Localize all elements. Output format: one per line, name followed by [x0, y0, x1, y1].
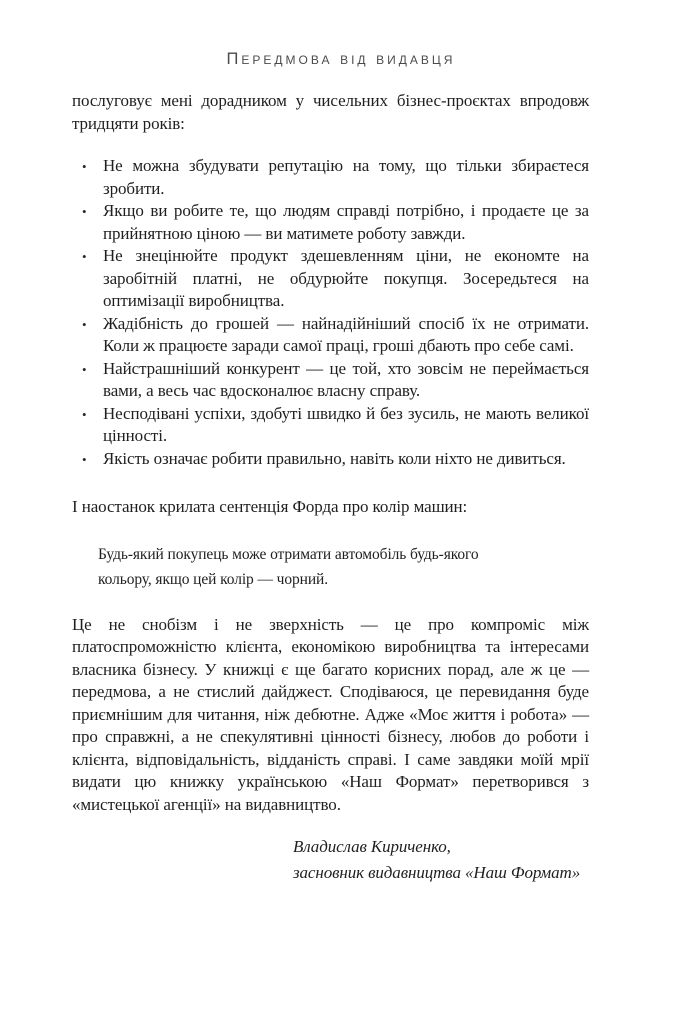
bullet-icon: • — [82, 451, 87, 467]
leadin-paragraph: І наостанок крилата сентенція Форда про колір машин: — [72, 497, 468, 516]
intro-paragraph: послуговує мені дорадником у чисельних бізнес-проєктах впродовж тридцяти років: — [72, 91, 589, 133]
list-item — [72, 245, 589, 313]
principles-list — [72, 155, 589, 470]
signature-role: засновник видавництва «Наш Формат» — [293, 863, 581, 882]
list-item — [72, 200, 589, 245]
bullet-icon: • — [82, 361, 87, 377]
list-item-text: Не знецінюйте продукт здешевленням ціни, не економте на заробітній платні, не обдурюйте покупця. Зосередьтеся на оптимізації виробництва. — [103, 246, 589, 310]
list-item — [72, 448, 589, 471]
bullet-icon: • — [82, 204, 87, 219]
ford-quote: Будь-який покупець може отримати автомобіль будь-якого кольору, якщо цей колір — чорний. — [98, 545, 479, 588]
list-item — [72, 313, 589, 358]
signature-block — [293, 834, 589, 886]
list-item — [72, 155, 589, 200]
page-content — [72, 90, 589, 886]
list-item-text: Не можна збудувати репутацію на тому, що тільки збираєтеся зробити. — [103, 156, 589, 198]
bullet-icon: • — [82, 316, 87, 332]
running-head: Передмова від видавця — [226, 50, 456, 68]
list-item — [72, 358, 589, 403]
list-item-text: Якість означає робити правильно, навіть коли ніхто не дивиться. — [103, 448, 566, 468]
closing-paragraph: Це не снобізм і не зверхність — це про компроміс між платоспроможністю клієнта, економікою виробництва та інтересами власника бізнесу. У книжці є ще багато корисних порад, але ж це — передмова, а не стислий дайджест. Сподіваюся, це перевидання буде приємнішим для читання, ніж дебютне. Адже «Моє життя і робота» — про справжні, а не спекулятивні цінності бізнесу, любов до роботи і клієнта, відповідальність, відданість справі. І саме завдяки моїй мрії видати цю книжку українською «Наш Формат» перетворився з «мистецької агенції» на видавництво. — [72, 614, 589, 814]
list-item — [72, 403, 589, 448]
list-item-text: Якщо ви робите те, що людям справді потрібно, і продаєте це за прийнятною ціною — ви матимете роботу завжди. — [103, 201, 589, 243]
bullet-icon: • — [82, 406, 87, 422]
list-item-text: Несподівані успіхи, здобуті швидко й без зусиль, не мають великої цінності. — [103, 403, 589, 445]
signature-name: Владислав Кириченко, — [293, 837, 451, 856]
bullet-icon: • — [82, 159, 87, 174]
bullet-icon: • — [82, 249, 87, 264]
list-item-text: Найстрашніший конкурент — це той, хто зовсім не переймається вами, а весь час вдосконалює власну справу. — [103, 358, 589, 400]
list-item-text: Жадібність до грошей — найнадійніший спосіб їх не отримати. Коли ж працюєте заради самої праці, гроші дбають про себе самі. — [103, 313, 589, 355]
